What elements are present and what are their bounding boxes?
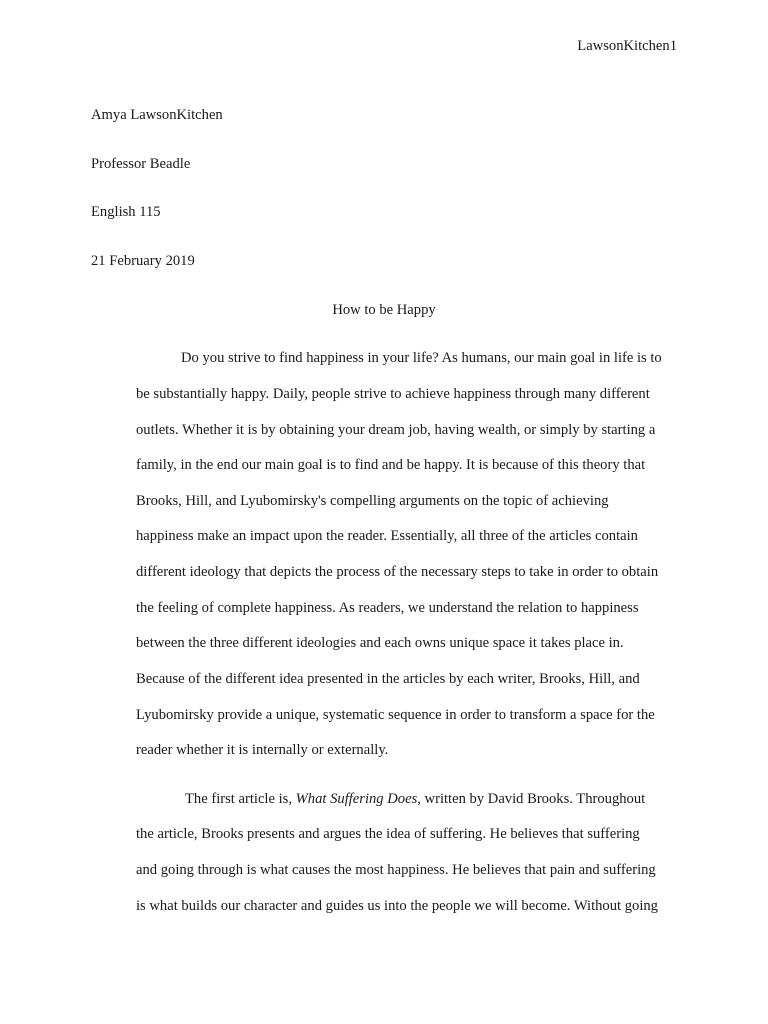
paragraph-line: between the three different ideologies and each owns unique space it takes place in. [136,635,624,651]
paragraph-line: reader whether it is internally or externally. [136,742,389,758]
paragraph-line: Lyubomirsky provide a unique, systematic sequence in order to transform a space for the [136,707,655,723]
running-head: LawsonKitchen1 [577,38,677,54]
text-run: , written by David Brooks. Throughout [417,791,646,807]
paragraph-line: happiness make an impact upon the reader. Essentially, all three of the articles contain [136,528,638,544]
professor-name: Professor Beadle [91,156,191,172]
author-name: Amya LawsonKitchen [91,107,223,123]
paragraph-line: be substantially happy. Daily, people strive to achieve happiness through many different [136,386,650,402]
text-run: The first article is, [185,791,296,807]
article-title: What Suffering Does [295,791,418,807]
paragraph-line: is what builds our character and guides us into the people we will become. Without going [136,898,658,914]
paragraph-line: Do you strive to find happiness in your life? As humans, our main goal in life is to [181,350,662,366]
paragraph-line: Because of the different idea presented in the articles by each writer, Brooks, Hill, and [136,671,640,687]
paragraph-line: Brooks, Hill, and Lyubomirsky's compelling arguments on the topic of achieving [136,493,609,509]
course-name: English 115 [91,204,161,220]
paragraph-line: family, in the end our main goal is to find and be happy. It is because of this theory that [136,457,646,473]
paragraph-line: and going through is what causes the most happiness. He believes that pain and suffering [136,862,656,878]
date-line: 21 February 2019 [91,253,195,269]
paragraph-line [185,789,645,809]
essay-title: How to be Happy [332,302,436,318]
paragraph-line: outlets. Whether it is by obtaining your dream job, having wealth, or simply by starting a [136,422,656,438]
paragraph-line: different ideology that depicts the process of the necessary steps to take in order to obtain [136,564,659,580]
paragraph-line: the article, Brooks presents and argues the idea of suffering. He believes that suffering [136,826,640,842]
paragraph-line: the feeling of complete happiness. As readers, we understand the relation to happiness [136,600,639,616]
